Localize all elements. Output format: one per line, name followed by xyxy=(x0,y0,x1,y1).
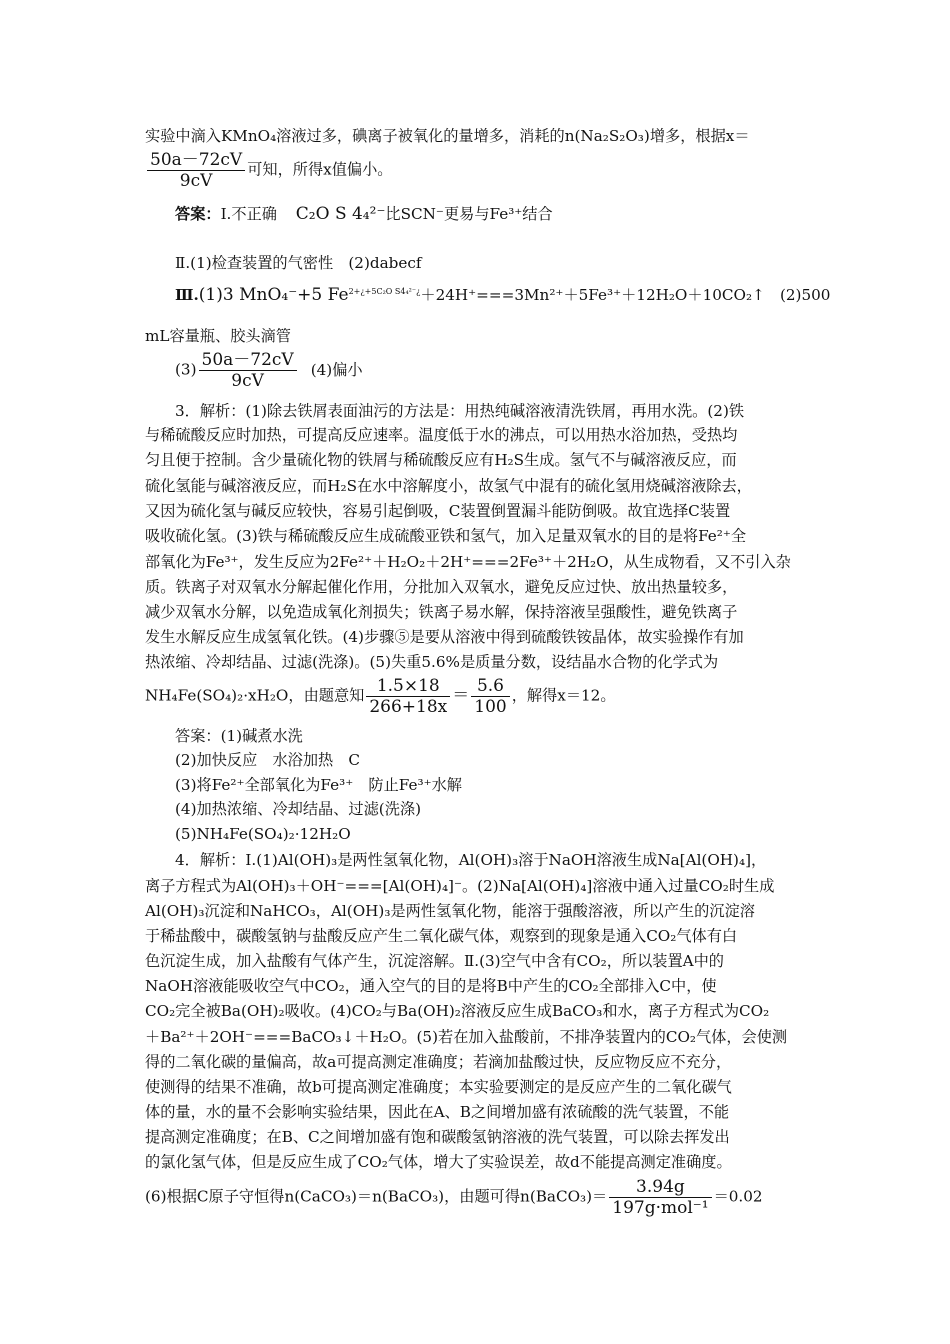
fraction-denominator: 9cV xyxy=(231,371,264,391)
text-run: 比SCN⁻更易与Fe³⁺结合 xyxy=(385,205,553,223)
fraction xyxy=(366,676,450,717)
text-line: 又因为硫化氢与碱反应较快，容易引起倒吸，C装置倒置漏斗能防倒吸。故宜选择C装置 xyxy=(145,502,731,520)
text-line: 热浓缩、冷却结晶、过滤(洗涤)。(5)失重5.6%是质量分数，设结晶水合物的化学式为 xyxy=(145,653,719,671)
text-run: NH₄Fe(SO₄)₂·xH₂O，由题意知 xyxy=(145,686,365,705)
text-run: (6)根据C原子守恒得n(CaCO₃)＝n(BaCO₃)，由题可得n(BaCO₃)＝ xyxy=(145,1187,608,1206)
answer-line: (5)NH₄Fe(SO₄)₂·12H₂O xyxy=(175,825,351,843)
answer-line: (4)加热浓缩、冷却结晶、过滤(洗涤) xyxy=(175,800,421,818)
text-line: ＋Ba²⁺＋2OH⁻===BaCO₃↓＋H₂O。(5)若在加入盐酸前，不排净装置内的CO₂气体，会使测 xyxy=(145,1028,788,1046)
equals-sign: ＝ xyxy=(452,685,470,706)
text-line: 使测得的结果不准确，故b可提高测定准确度；本实验要测定的是反应产生的二氧化碳气 xyxy=(145,1078,732,1096)
equation-superscript: 2+¿+5C₂O S4₄²⁻¿ xyxy=(348,287,421,296)
text-line: 硫化氢能与碱溶液反应，而H₂S在水中溶解度小，故氢气中混有的硫化氢用烧碱溶液除去， xyxy=(145,477,752,495)
text-line: mL容量瓶、胶头滴管 xyxy=(145,327,291,345)
section-label: Ⅲ. xyxy=(175,286,199,305)
fraction xyxy=(609,1177,711,1218)
text-line: 色沉淀生成，加入盐酸有气体产生，沉淀溶解。Ⅱ.(3)空气中含有CO₂，所以装置A中的 xyxy=(145,952,724,970)
text-line: 体的量，水的量不会影响实验结果，因此在A、B之间增加盛有浓硫酸的洗气装置，不能 xyxy=(145,1103,730,1121)
text-line: 减少双氧水分解，以免造成氧化剂损失；铁离子易水解，保持溶液呈强酸性，避免铁离子 xyxy=(145,603,738,621)
fraction-denominator: 197g·mol⁻¹ xyxy=(612,1198,709,1218)
fraction-numerator: 50a－72cV xyxy=(199,350,297,371)
text-line: 匀且便于控制。含少量硫化物的铁屑与稀硫酸反应有H₂S生成。氢气不与碱溶液反应，而 xyxy=(145,451,737,469)
text-line: 提高测定准确度；在B、C之间增加盛有饱和碳酸氢钠溶液的洗气装置，可以除去挥发出 xyxy=(145,1128,730,1146)
text-run: (4)偏小 xyxy=(310,360,363,379)
equation-line xyxy=(175,282,830,305)
answer-line: 答案：(1)碱煮水洗 xyxy=(175,727,303,745)
text-run: (3) xyxy=(175,360,197,379)
fraction xyxy=(471,676,509,717)
fraction-numerator: 50a－72cV xyxy=(147,150,245,171)
formula-line xyxy=(145,1177,763,1218)
fraction-denominator: 9cV xyxy=(179,171,213,191)
answer-line xyxy=(175,204,553,224)
text-line: NaOH溶液能吸收空气中CO₂，通入空气的目的是将B中产生的CO₂全部排入C中，使 xyxy=(145,977,717,995)
text-line: 与稀硫酸反应时加热，可提高反应速率。温度低于水的沸点，可以用热水浴加热，受热均 xyxy=(145,426,738,444)
text-line: 得的二氧化碳的量偏高，故a可提高测定准确度；若滴加盐酸过快，反应物反应不充分， xyxy=(145,1053,732,1071)
text-line: 发生水解反应生成氢氧化铁。(4)步骤⑤是要从溶液中得到硫酸铁铵晶体，故实验操作有加 xyxy=(145,628,744,646)
text-line: 实验中滴入KMnO₄溶液过多，碘离子被氧化的量增多，消耗的n(Na₂S₂O₃)增多，根据x＝ xyxy=(145,127,750,145)
text-line: 4．解析：Ⅰ.(1)Al(OH)₃是两性氢氧化物，Al(OH)₃溶于NaOH溶液生成Na[Al(OH)₄]， xyxy=(175,851,767,869)
answer-line: (3)将Fe²⁺全部氧化为Fe³⁺ 防止Fe³⁺水解 xyxy=(175,776,462,794)
text-line: Al(OH)₃沉淀和NaHCO₃，Al(OH)₃是两性氢氧化物，能溶于强酸溶液，所以产生的沉淀溶 xyxy=(145,902,755,920)
text-line: CO₂完全被Ba(OH)₂吸收。(4)CO₂与Ba(OH)₂溶液反应生成BaCO₃和水，离子方程式为CO₂ xyxy=(145,1002,770,1020)
fraction-numerator: 1.5×18 xyxy=(366,676,450,697)
equation-left: (1)3 MnO₄⁻+5 Fe xyxy=(198,285,349,306)
fraction xyxy=(199,350,297,391)
text-run: 可知，所得x值偏小。 xyxy=(247,160,393,179)
text-run: ，解得x＝12。 xyxy=(511,686,616,705)
fraction-denominator: 266+18x xyxy=(369,697,448,717)
answer-line: (2)加快反应 水浴加热 C xyxy=(175,751,361,769)
text-run: ＝0.02 xyxy=(713,1187,763,1206)
text-line: 部氧化为Fe³⁺，发生反应为2Fe²⁺＋H₂O₂＋2H⁺===2Fe³⁺＋2H₂O，从生成物看，又不引入杂 xyxy=(145,553,791,571)
text-line: 质。铁离子对双氧水分解起催化作用，分批加入双氧水，避免反应过快、放出热量较多， xyxy=(145,578,738,596)
equation-right: ＋24H⁺===3Mn²⁺＋5Fe³⁺＋12H₂O＋10CO₂↑ (2)500 xyxy=(420,286,831,305)
formula-line xyxy=(145,676,616,717)
text-line: 的氯化氢气体，但是反应生成了CO₂气体，增大了实验误差，故d不能提高测定准确度。 xyxy=(145,1153,732,1171)
fraction-numerator: 3.94g xyxy=(609,1177,711,1198)
fraction-x xyxy=(147,150,245,191)
formula-run: C₂O S 4₄²⁻ xyxy=(295,204,386,224)
text-line: 3．解析：(1)除去铁屑表面油污的方法是：用热纯碱溶液清洗铁屑，再用水洗。(2)铁 xyxy=(175,402,745,420)
fraction-denominator: 100 xyxy=(474,697,507,717)
text-line: 于稀盐酸中，碳酸氢钠与盐酸反应产生二氧化碳气体，观察到的现象是通入CO₂气体有白 xyxy=(145,927,738,945)
formula-line xyxy=(145,150,392,191)
text-line: 吸收硫化氢。(3)铁与稀硫酸反应生成硫酸亚铁和氢气，加入足量双氧水的目的是将Fe²⁺全 xyxy=(145,527,747,545)
answer-line xyxy=(175,350,363,391)
answer-line: Ⅱ.(1)检查装置的气密性 (2)dabecf xyxy=(175,254,422,272)
fraction-numerator: 5.6 xyxy=(471,676,509,697)
answer-label: 答案： xyxy=(175,205,221,223)
text-line: 离子方程式为Al(OH)₃＋OH⁻===[Al(OH)₄]⁻。(2)Na[Al(OH)₄]溶液中通入过量CO₂时生成 xyxy=(145,877,775,895)
text-run: Ⅰ.不正确 xyxy=(220,205,277,223)
